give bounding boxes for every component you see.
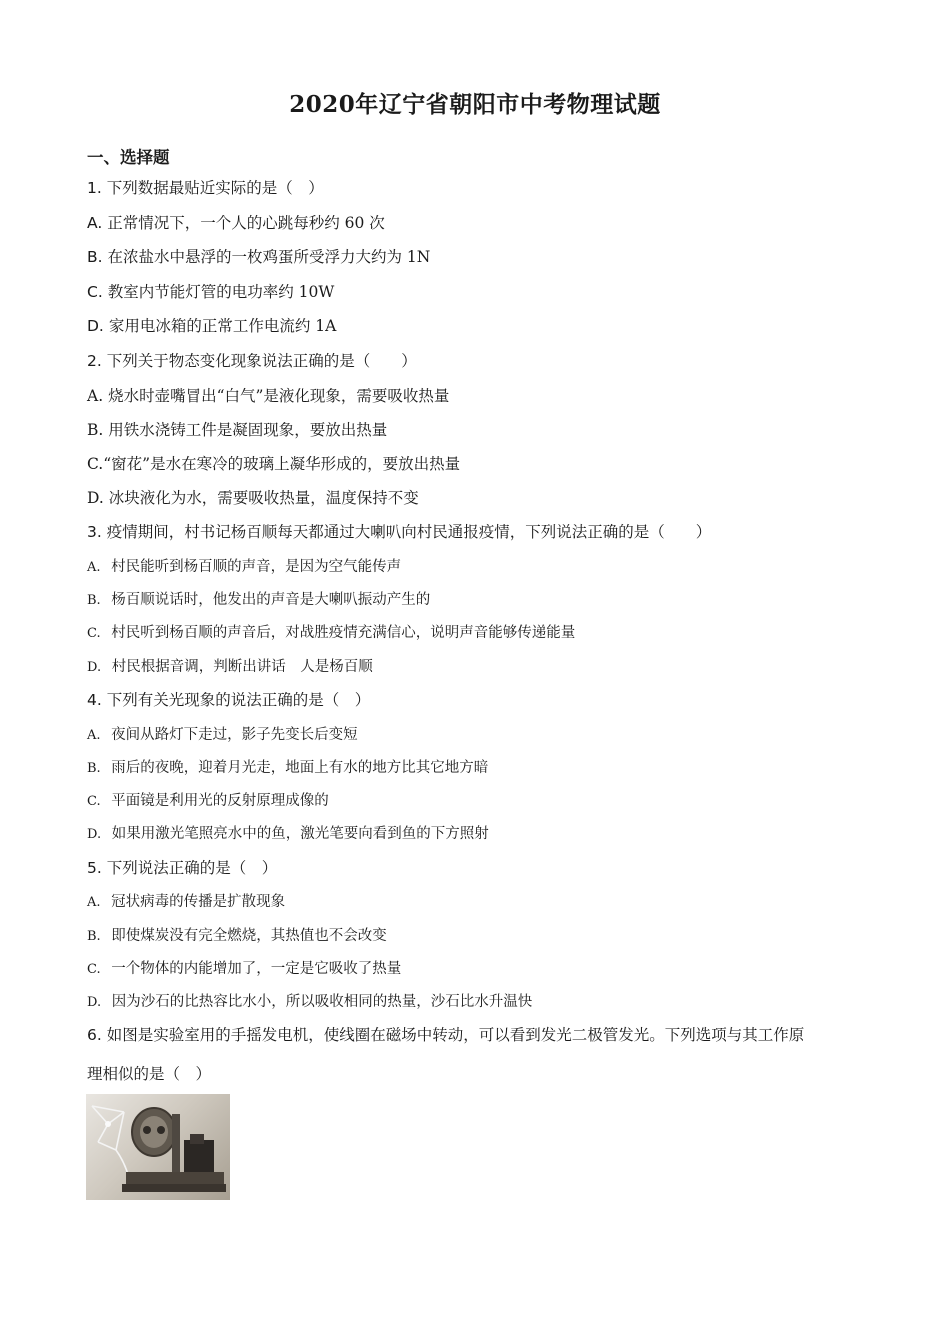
q5-option-d: D. 因为沙石的比热容比水小，所以吸收相同的热量，沙石比水升温快 xyxy=(87,994,533,1010)
q1-option-b: B. 在浓盐水中悬浮的一枚鸡蛋所受浮力大约为 1N xyxy=(87,248,431,266)
question-6-stem: 6. 如图是实验室用的手摇发电机，使线圈在磁场中转动，可以看到发光二极管发光。下列选项与其工作原 xyxy=(87,1026,805,1044)
question-number: 4. xyxy=(87,691,102,709)
q5-option-c: C. 一个物体的内能增加了，一定是它吸收了热量 xyxy=(87,961,402,977)
question-number: 6. xyxy=(87,1026,102,1044)
q2-option-d: D. 冰块液化为水，需要吸收热量，温度保持不变 xyxy=(87,489,419,507)
q2-option-b: B. 用铁水浇铸工件是凝固现象，要放出热量 xyxy=(87,421,388,439)
q4-option-d: D. 如果用激光笔照亮水中的鱼，激光笔要向看到鱼的下方照射 xyxy=(87,826,489,842)
question-2-stem: 2. 下列关于物态变化现象说法正确的是（ ） xyxy=(87,352,417,370)
q3-option-c: C. 村民听到杨百顺的声音后，对战胜疫情充满信心，说明声音能够传递能量 xyxy=(87,625,576,641)
q5-option-a: A. 冠状病毒的传播是扩散现象 xyxy=(87,894,286,910)
question-4-stem: 4. 下列有关光现象的说法正确的是（ ） xyxy=(87,691,371,709)
page-title: 2020年辽宁省朝阳市中考物理试题 xyxy=(289,91,661,118)
q3-option-b: B. 杨百顺说话时，他发出的声音是大喇叭振动产生的 xyxy=(87,592,431,608)
question-number: 5. xyxy=(87,859,102,877)
hand-crank-generator-photo xyxy=(86,1094,230,1200)
q4-option-c: C. 平面镜是利用光的反射原理成像的 xyxy=(87,793,329,809)
q1-option-c: C. 教室内节能灯管的电功率约 10W xyxy=(87,283,335,301)
question-number: 2. xyxy=(87,352,102,370)
q5-option-b: B. 即使煤炭没有完全燃烧，其热值也不会改变 xyxy=(87,928,387,944)
section-heading: 一、选择题 xyxy=(87,148,170,167)
q1-option-a: A. 正常情况下，一个人的心跳每秒约 60 次 xyxy=(87,214,385,232)
q3-option-a: A. 村民能听到杨百顺的声音，是因为空气能传声 xyxy=(87,559,402,575)
question-number: 3. xyxy=(87,523,102,541)
question-6-stem-continued: 理相似的是（ ） xyxy=(87,1065,212,1083)
question-number: 1. xyxy=(87,179,102,197)
q3-option-d: D. 村民根据音调，判断出讲话 人是杨百顺 xyxy=(87,659,373,675)
question-5-stem: 5. 下列说法正确的是（ ） xyxy=(87,859,278,877)
generator-illustration xyxy=(86,1094,230,1200)
question-3-stem: 3. 疫情期间，村书记杨百顺每天都通过大喇叭向村民通报疫情，下列说法正确的是（ ） xyxy=(87,523,712,541)
q4-option-b: B. 雨后的夜晚，迎着月光走，地面上有水的地方比其它地方暗 xyxy=(87,760,489,776)
q2-option-a: A. 烧水时壶嘴冒出“白气”是液化现象，需要吸收热量 xyxy=(87,387,450,405)
q1-option-d: D. 家用电冰箱的正常工作电流约 1A xyxy=(87,317,337,335)
question-1-stem: 1. 下列数据最贴近实际的是（ ） xyxy=(87,179,324,197)
q2-option-c: C.“窗花”是水在寒冷的玻璃上凝华形成的，要放出热量 xyxy=(87,455,461,473)
q4-option-a: A. 夜间从路灯下走过，影子先变长后变短 xyxy=(87,727,358,743)
